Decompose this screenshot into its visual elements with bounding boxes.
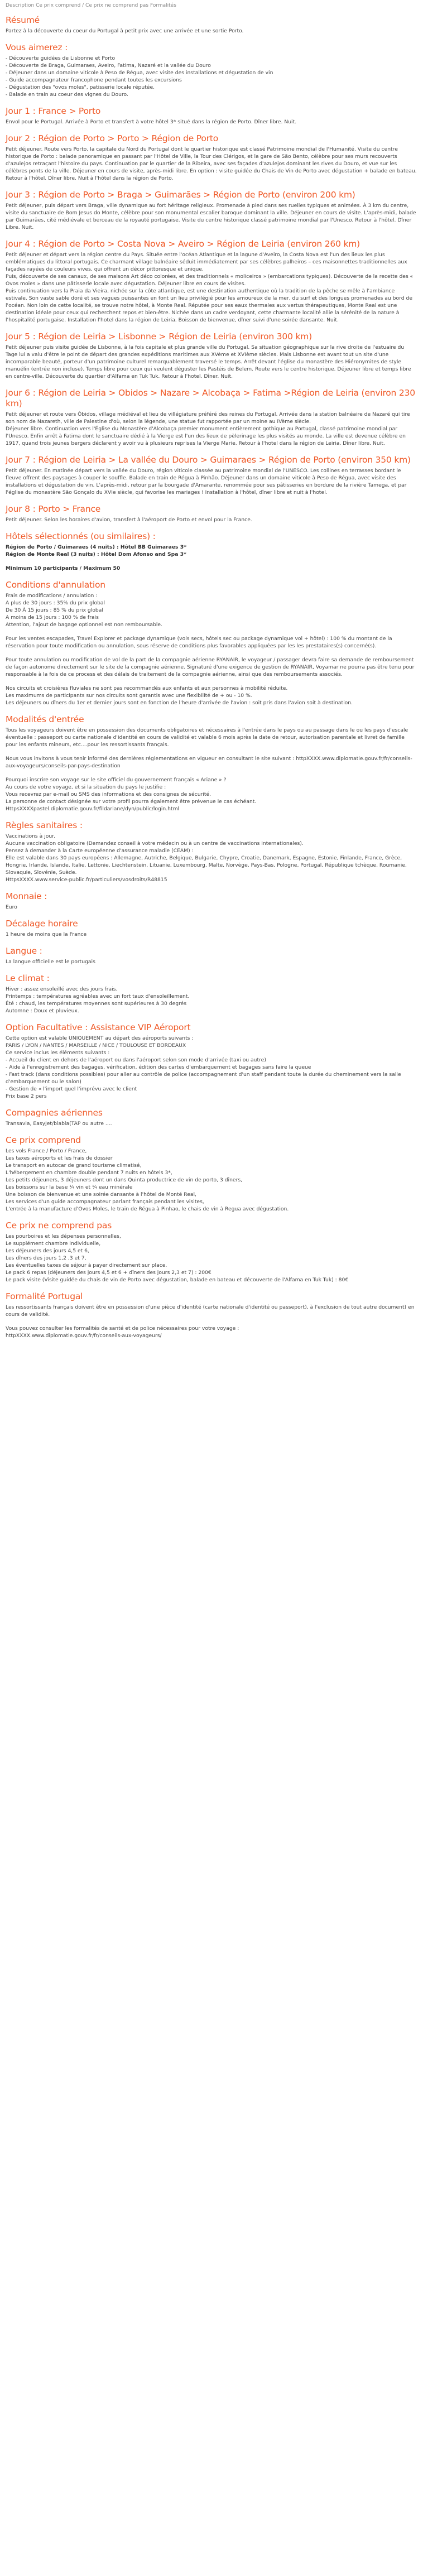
section-text-line: Vous pouvez consulter les formalités de santé et de police nécessaires pour votre voyage : [6,1325,239,1332]
section-body [6,986,417,1015]
section-text-line: Partez à la découverte du coeur du Portugal à petit prix avec une arrivée et une sortie Porto. [6,28,244,34]
section-text-line: L'entrée à la manufacture d'Ovos Moles, le train de Régua à Pinhao, le chais de vin à Regua avec dégustation. [6,1206,289,1212]
section-title: Jour 8 : Porto > France [6,504,101,514]
section-text-line: Les pourboires et les dépenses personnelles, [6,1233,121,1239]
section-title: Formalité Portugal [6,1291,83,1301]
section [6,919,417,938]
section-text-line: La langue officielle est le portugais [6,959,95,965]
section-text-line: Région de Monte Real (3 nuits) : Hôtel Dom Afonso and Spa 3* [6,551,186,558]
section-text-line: Le pack 6 repas (déjeuners des jours 4,5 et 6 + dîners des jours 2,3 et 7) : 200€ [6,1270,212,1276]
section [6,133,417,182]
section [6,455,417,496]
section-text-line: Les maximums de participants sur nos circuits sont garantis avec une flexibilité de + ou - 10 %. [6,693,252,699]
section-body [6,833,417,883]
section-text-line: Vaccinations à jour. [6,833,56,839]
section-body [6,592,417,707]
section-title: Jour 5 : Région de Leiria > Lisbonne > Région de Leiria (environ 300 km) [6,331,312,342]
section-text-line: Une boisson de bienvenue et une soirée dansante à l'hôtel de Monté Real, [6,1191,196,1198]
section [6,15,417,35]
section [6,714,417,813]
section-text-line: Les déjeuners des jours 4,5 et 6, [6,1248,89,1254]
section [6,388,417,447]
section-text-line: Petit déjeuner puis visite guidée de Lisbonne, à la fois capitale et plus grande ville du Portugal. Sa situation géographique sur la rive droite de l'estuaire du Tage lui a valu d'être le point de départ des grandes expéditions maritimes aux XVème et XVIème siècles. Mais Lisbonne est avant tout un site d'une incomparable beauté, porteur d'un patrimoine culturel remarquablement traversé le temps. Arrêt devant l'église du monastère des Hiéronymites de style manuélin (entrée non incluse). Temps libre pour ceux qui veulent déguster les Pastéis de Belem. Route vers le centre historique. Déjeuner libre et temps libre en centre-ville. Découverte du quartier d'Alfama en Tuk Tuk. Retour à l'hotel. Dîner. Nuit. [6,344,411,379]
section-text-line: Minimum 10 participants / Maximum 50 [6,565,121,571]
section-text-line: Pourquoi inscrire son voyage sur le site officiel du gouvernement français « Ariane » ? [6,777,227,783]
section-text-line: Été : chaud, les températures moyennes sont supérieures à 30 degrés [6,1001,187,1007]
section-title: Option Facultative : Assistance VIP Aéroport [6,1022,191,1032]
section-text-line: Les services d'un guide accompagnateur parlant français pendant les visites, [6,1199,204,1205]
section-text-line: httpXXXX.www.diplomatie.gouv.fr/fr/conseils-aux-voyageurs/ [6,1333,162,1339]
section [6,531,417,572]
section-title: Jour 3 : Région de Porto > Braga > Guimarães > Région de Porto (environ 200 km) [6,190,355,200]
section-title: Hôtels sélectionnés (ou similaires) : [6,531,156,541]
section [6,1291,417,1339]
section-body [6,202,417,231]
section-text-line: Le pack visite (Visite guidée du chais de vin de Porto avec dégustation, balade en bateau et découverte de l'Alfama en Tuk Tuk) : 80€ [6,1277,349,1283]
section-text-line: Nos circuits et croisières fluviales ne sont pas recommandés aux enfants et aux personnes à mobilité réduite. [6,685,288,691]
section-text-line: - Déjeuner dans un domaine viticole à Peso de Régua, avec visite des installations et dégustation de vin [6,70,273,76]
section [6,1135,417,1213]
section-text-line: L'hébergement en chambre double pendant 7 nuits en hôtels 3*, [6,1170,172,1176]
section-body [6,544,417,572]
section [6,504,417,523]
section-text-line: Pour les ventes escapades, Travel Explorer et package dynamique (vols secs, hôtels sec ou package dynamique vol + hôtel) : 100 % du montant de la réservation pour toute modification ou annulation, sous réserve de conditions plus favorables appliquées par les les prestataires(s) concerné(s). [6,636,392,649]
section-text-line: - Découverte de Braga, Guimaraes, Aveiro, Fatima, Nazaré et la vallée du Douro [6,63,211,69]
section-body [6,958,417,965]
section-title: Langue : [6,946,42,956]
section-body [6,118,417,126]
section-body [6,1233,417,1284]
section [6,580,417,707]
section [6,891,417,911]
section-text-line: - Guide accompagnateur francophone pendant toutes les excursions [6,77,182,83]
section-text-line: Les dîners des jours 1,2 ,3 et 7, [6,1255,86,1261]
section-title: Jour 2 : Région de Porto > Porto > Région de Porto [6,133,219,143]
section-title: Conditions d'annulation [6,580,105,590]
section-text-line: Les boissons sur la base ¼ vin et ¼ eau minérale [6,1184,133,1190]
section [6,1022,417,1100]
section-title: Monnaie : [6,891,47,901]
section-text-line: Elle est valable dans 30 pays européens : Allemagne, Autriche, Belgique, Bulgarie, Chypre, Croatie, Danemark, Espagne, Estonie, Finlande, France, Grèce, Hongrie, Irlande, Islande, Italie, Lettonie, Liechtenstein, Lituanie, Luxembourg, Malte, Norvège, Pays-Bas, Pologne, Portugal, République tchèque, Roumanie, Slovaquie, Slovénie, Suède. [6,855,407,876]
section-text-line: - Aide à l'enregistrement des bagages, vérification, édition des cartes d'embarquement et bagages sans faire la queue [6,1064,311,1070]
section-text-line: Nous vous invitons à vous tenir informé des dernières réglementations en vigueur en consultant le site suivant : httpXXXX.www.diplomatie.gouv.fr/fr/conseils-aux-voyageurs/conseils-par-pays-destination [6,756,412,769]
section-text-line: De 30 À 15 jours : 85 % du prix global [6,607,103,613]
section-text-line: - Découverte guidées de Lisbonne et Porto [6,55,116,61]
section-body [6,1304,417,1339]
section-text-line: Pensez à demander à la Carte européenne d'assurance maladie (CEAM) : [6,848,194,854]
section-text-line: Automne : Doux et pluvieux. [6,1008,79,1014]
section-text-line: - Dégustation des "ovos moles", patisserie locale réputée. [6,84,155,90]
section-text-line: - Gestion de « l'import quel l'imprévu avec le client [6,1086,137,1092]
section-text-line: Les ressortissants français doivent être en possession d'une pièce d'identité (carte nationale d'identité ou passeport), à l'exclusion de tout autre document) en cours de validité. [6,1304,415,1318]
section-text-line: Prix base 2 pers [6,1093,47,1099]
section-text-line: Vous recevrez par e-mail ou SMS des informations et des consignes de sécurité. [6,791,212,797]
section-text-line: Puis, découverte de ses canaux, de ses maisons Art déco colorées, et des traditionnels « moliceiros » (embarcations typiques). Découverte de la recette des « Ovos moles » dans une pâtisserie locale avec dégustation. Déjeuner libre en cours de visites. [6,273,414,287]
section-text-line: PARIS / LYON / NANTES / MARSEILLE / NICE / TOULOUSE ET BORDEAUX [6,1042,186,1049]
section-body [6,727,417,813]
section [6,239,417,324]
section-body [6,1035,417,1100]
section-text-line: Les petits déjeuners, 3 déjeuners dont un dans Quinta productrice de vin de porto, 3 dîners, [6,1177,243,1183]
section-body [6,55,417,98]
section-text-line: La personne de contact désignée sur votre profil pourra également être prévenue le cas échéant. [6,799,257,805]
section-body [6,146,417,182]
section-text-line: Envol pour le Portugal. Arrivée à Porto et transfert à votre hôtel 3* situé dans la région de Porto. Dîner libre. Nuit. [6,119,297,125]
section-text-line: Pour toute annulation ou modification de vol de la part de la compagnie aérienne RYANAIR, le voyageur / passager devra faire sa demande de remboursement de façon autonome directement sur le site de la compagnie aérienne. Signaturé d'une exigence de gestion de RYANAIR, Voyamar ne pourra pas être tenu pour responsable à la fois de ce process et des délais de traitement de la compagnie aérienne, ainsi que des remboursements associés. [6,657,415,677]
section-text-line: - Accueil du client en dehors de l'aéroport ou dans l'aéroport selon son mode d'arrivée (taxi ou autre) [6,1057,266,1063]
section-text-line: Printemps : températures agréables avec un fort taux d'ensoleillement. [6,993,190,999]
section-title: Vous aimerez : [6,42,68,52]
section-text-line: Hiver : assez ensoleillé avec des jours frais. [6,986,118,992]
section-text-line: Petit déjeuner et route vers Óbidos, village médiéval et lieu de villégiature préféré des reines du Portugal. Arrivée dans la station balnéaire de Nazaré qui tire son nom de Nazareth, ville de Palestine d'où, selon la légende, une statue fut rapportée par un moine au IVème siècle. [6,411,410,425]
section-text-line: Petit déjeuner. En matinée départ vers la vallée du Douro, région viticole classée au patrimoine mondial de l'UNESCO. Les collines en terrasses bordant le fleuve offrent des paysages à couper le souffle. Balade en train de Régua à Pinhão. Déjeuner dans un domaine viticole à Peso de Régua, avec visite des installations et dégustation de vin. L'après-midi, retour par la bourgade d'Amarante, renommée pour ses pâtisseries en bordure de la rivière Tamega, et par l'église du monastère São Gonçalo du XVIe siècle, qui favorise les mariages ! Installation à l'hôtel, dîner libre et nuit à l'hotel. [6,468,407,496]
section-text-line: Les vols France / Porto / France, [6,1148,87,1154]
section-title: Jour 4 : Région de Porto > Costa Nova > Aveiro > Région de Leiria (environ 260 km) [6,239,360,249]
section [6,331,417,380]
section-text-line: 1 heure de moins que la France [6,931,87,938]
section-title: Jour 1 : France > Porto [6,106,101,116]
section-body [6,467,417,496]
section-text-line: HttpsXXXX.www.service-public.fr/particuliers/vosdroits/R48815 [6,877,167,883]
section-text-line: Région de Porto / Guimaraes (4 nuits) : Hôtel BB Guimaraes 3* [6,544,186,550]
section-text-line: Au cours de votre voyage, et si la situation du pays le justifie : [6,784,166,790]
section [6,106,417,126]
section-text-line: Tous les voyageurs doivent être en possession des documents obligatoires et nécessaires à l'entrée dans le pays ou au passage dans le ou les pays d'escale éventuelle : passeport ou carte nationale d'identité en cours de validité et valable 6 mois après la date de retour, autorisation parentale et livret de famille pour les enfants mineurs, etc....pour les ressortissants français. [6,727,408,748]
section-text-line: Les taxes aéroports et les frais de dossier [6,1155,113,1161]
section [6,946,417,965]
section-title: Compagnies aériennes [6,1108,103,1118]
section-body [6,931,417,938]
section [6,973,417,1015]
section-text-line: Transavia, EasyJet/blabla(TAP ou autre .... [6,1121,112,1127]
section [6,1108,417,1127]
section-text-line: Puis continuation vers la Praia da Vieira, nichée sur la côte atlantique, est une destination authentique où la tradition de la pêche se mêle à l'ambiance estivale. Son vaste sable doré et ses vagues puissantes en font un lieu privilégié pour les amoureux de la mer, du surf et des longues promenades au bord de l'océan. Non loin de cette localité, se trouve notre hôtel, à Monte Real. Réputée pour ses eaux thermales aux vertus thérapeutiques, Monte Real est une destination idéale pour ceux qui recherchent repos et bien-être. Nichée dans un cadre verdoyant, cette charmante localité allie la sérénité de la nature à l'hospitalité portugaise. Installation l'hotel dans la région de Leiria. Boisson de bienvenue, dîner suivi d'une soirée dansante. Nuit. [6,288,412,323]
section-text-line: Le supplément chambre individuelle, [6,1241,101,1247]
section-text-line: Frais de modifications / annulation : [6,593,98,599]
section-text-line: Les déjeuners ou dîners du 1er et dernier jours sont en fonction de l'heure d'arrivée de l'avion : soit pris dans l'avion soit à destination. [6,700,353,706]
section-body [6,27,417,35]
section-title: Jour 6 : Région de Leiria > Obidos > Nazare > Alcobaça > Fatima >Région de Leiria (environ 230 km) [6,388,415,408]
section [6,42,417,98]
section-text-line: - Fast track (dans conditions possibles) pour aller au contrôle de police (accompagnement d'un staff pendant toute la durée du cheminement vers la salle d'embarquement ou le salon) [6,1071,401,1085]
section [6,820,417,883]
section-title: Ce prix ne comprend pas [6,1220,112,1231]
section-title: Résumé [6,15,40,25]
section-text-line: Petit déjeuner. Route vers Porto, la capitale du Nord du Portugal dont le quartier historique est classé Patrimoine mondial de l'Humanité. Visite du centre historique de Porto : balade panoramique en passant par l'Hôtel de Ville, la Tour des Clérigos, et la gare de São Bento, célèbre pour ses murs recouverts d'azulejos retraçant l'histoire du pays. Continuation par le quartier de la Ribeira, avec ses façades d'azulejos dominant les rives du Douro, et vue sur les célèbres ponts de la ville. Déjeuner en cours de visite, après-midi libre. En option : visite guidée du Chais de Vin de Porto avec dégustation + balade en bateau. Retour à l'hôtel. Dîner libre. Nuit à l'hôtel dans la région de Porto. [6,146,417,181]
section-title: Ce prix comprend [6,1135,81,1145]
section-text-line: HttpsXXXXpastel.diplomatie.gouv.fr/fildariane/dyn/public/login.html [6,806,180,812]
section-text-line: Déjeuner libre. Continuation vers l'Église du Monastère d'Alcobaça premier monument entièrement gothique au Portugal, classé patrimoine mondial par l'Unesco. Enfin arrêt à Fatima dont le sanctuaire dédié à la Vierge est l'un des lieux de pèlerinage les plus visités au monde. La ville est devenue célèbre en 1917, quand trois jeunes bergers déclarent y avoir vu à plusieurs reprises la Vierge Marie. Retour à l'hotel dans la région de Leiria. Dîner libre. Nuit. [6,426,406,446]
section-text-line: Les éventuelles taxes de séjour à payer directement sur place. [6,1262,167,1268]
section-text-line: A moins de 15 jours : 100 % de frais [6,614,99,621]
section-text-line: Cette option est valable UNIQUEMENT au départ des aéroports suivants : [6,1035,194,1041]
section-text-line: Attention, l'ajout de bagage optionnel est non remboursable. [6,622,162,628]
section-text-line: Petit déjeuner. Selon les horaires d'avion, transfert à l'aéroport de Porto et envol pour la France. [6,517,252,523]
section-text-line: Ce service inclus les éléments suivants : [6,1050,110,1056]
section-text-line: Aucune vaccination obligatoire (Demandez conseil à votre médecin ou à un centre de vaccinations internationales). [6,840,304,847]
section-title: Jour 7 : Région de Leiria > La vallée du Douro > Guimaraes > Région de Porto (environ 350 km) [6,455,411,465]
section-body [6,344,417,380]
section-text-line: Petit déjeuner et départ vers la région centre du Pays. Située entre l'océan Atlantique et la lagune d'Aveiro, la Costa Nova est l'un des lieux les plus emblématiques du littoral portugais. Ce charmant village balnéaire séduit immédiatement par ses célèbres palheiros – ces maisonnettes traditionnelles aux façades rayées de couleurs vives, qui offrent un décor pittoresque et unique. [6,252,407,272]
section-text-line: A plus de 30 jours : 35% du prix global [6,600,105,606]
section-text-line: Le transport en autocar de grand tourisme climatisé, [6,1162,142,1169]
section-text-line: Euro [6,904,17,910]
section-text-line: Petit déjeuner, puis départ vers Braga, ville dynamique au fort héritage religieux. Promenade à pied dans ses ruelles typiques et animées. À 3 km du centre, visite du sanctuaire de Bom Jesus do Monte, célèbre pour son monumental escalier baroque dominant la ville. Déjeuner en cours de visite. L'après-midi, balade par Guimarães, cité médiévale et berceau de la royauté portugaise. Visite du centre historique classé patrimoine mondial par l'Unesco. Retour à l'hôtel. Dîner Libre. Nuit. [6,203,416,230]
section-body [6,516,417,523]
content-sections [6,15,417,1339]
section-body [6,1147,417,1213]
section-title: Règles sanitaires : [6,820,83,830]
section-body [6,1120,417,1127]
section-title: Le climat : [6,973,50,983]
section [6,1220,417,1284]
section [6,190,417,231]
section-title: Modalités d'entrée [6,714,84,724]
section-body [6,903,417,911]
section-body [6,411,417,447]
section-title: Décalage horaire [6,919,78,929]
section-text-line: - Balade en train au coeur des vignes du Douro. [6,92,128,98]
page-caption: Description Ce prix comprend / Ce prix ne comprend pas Formalités [6,3,176,8]
section-body [6,251,417,324]
